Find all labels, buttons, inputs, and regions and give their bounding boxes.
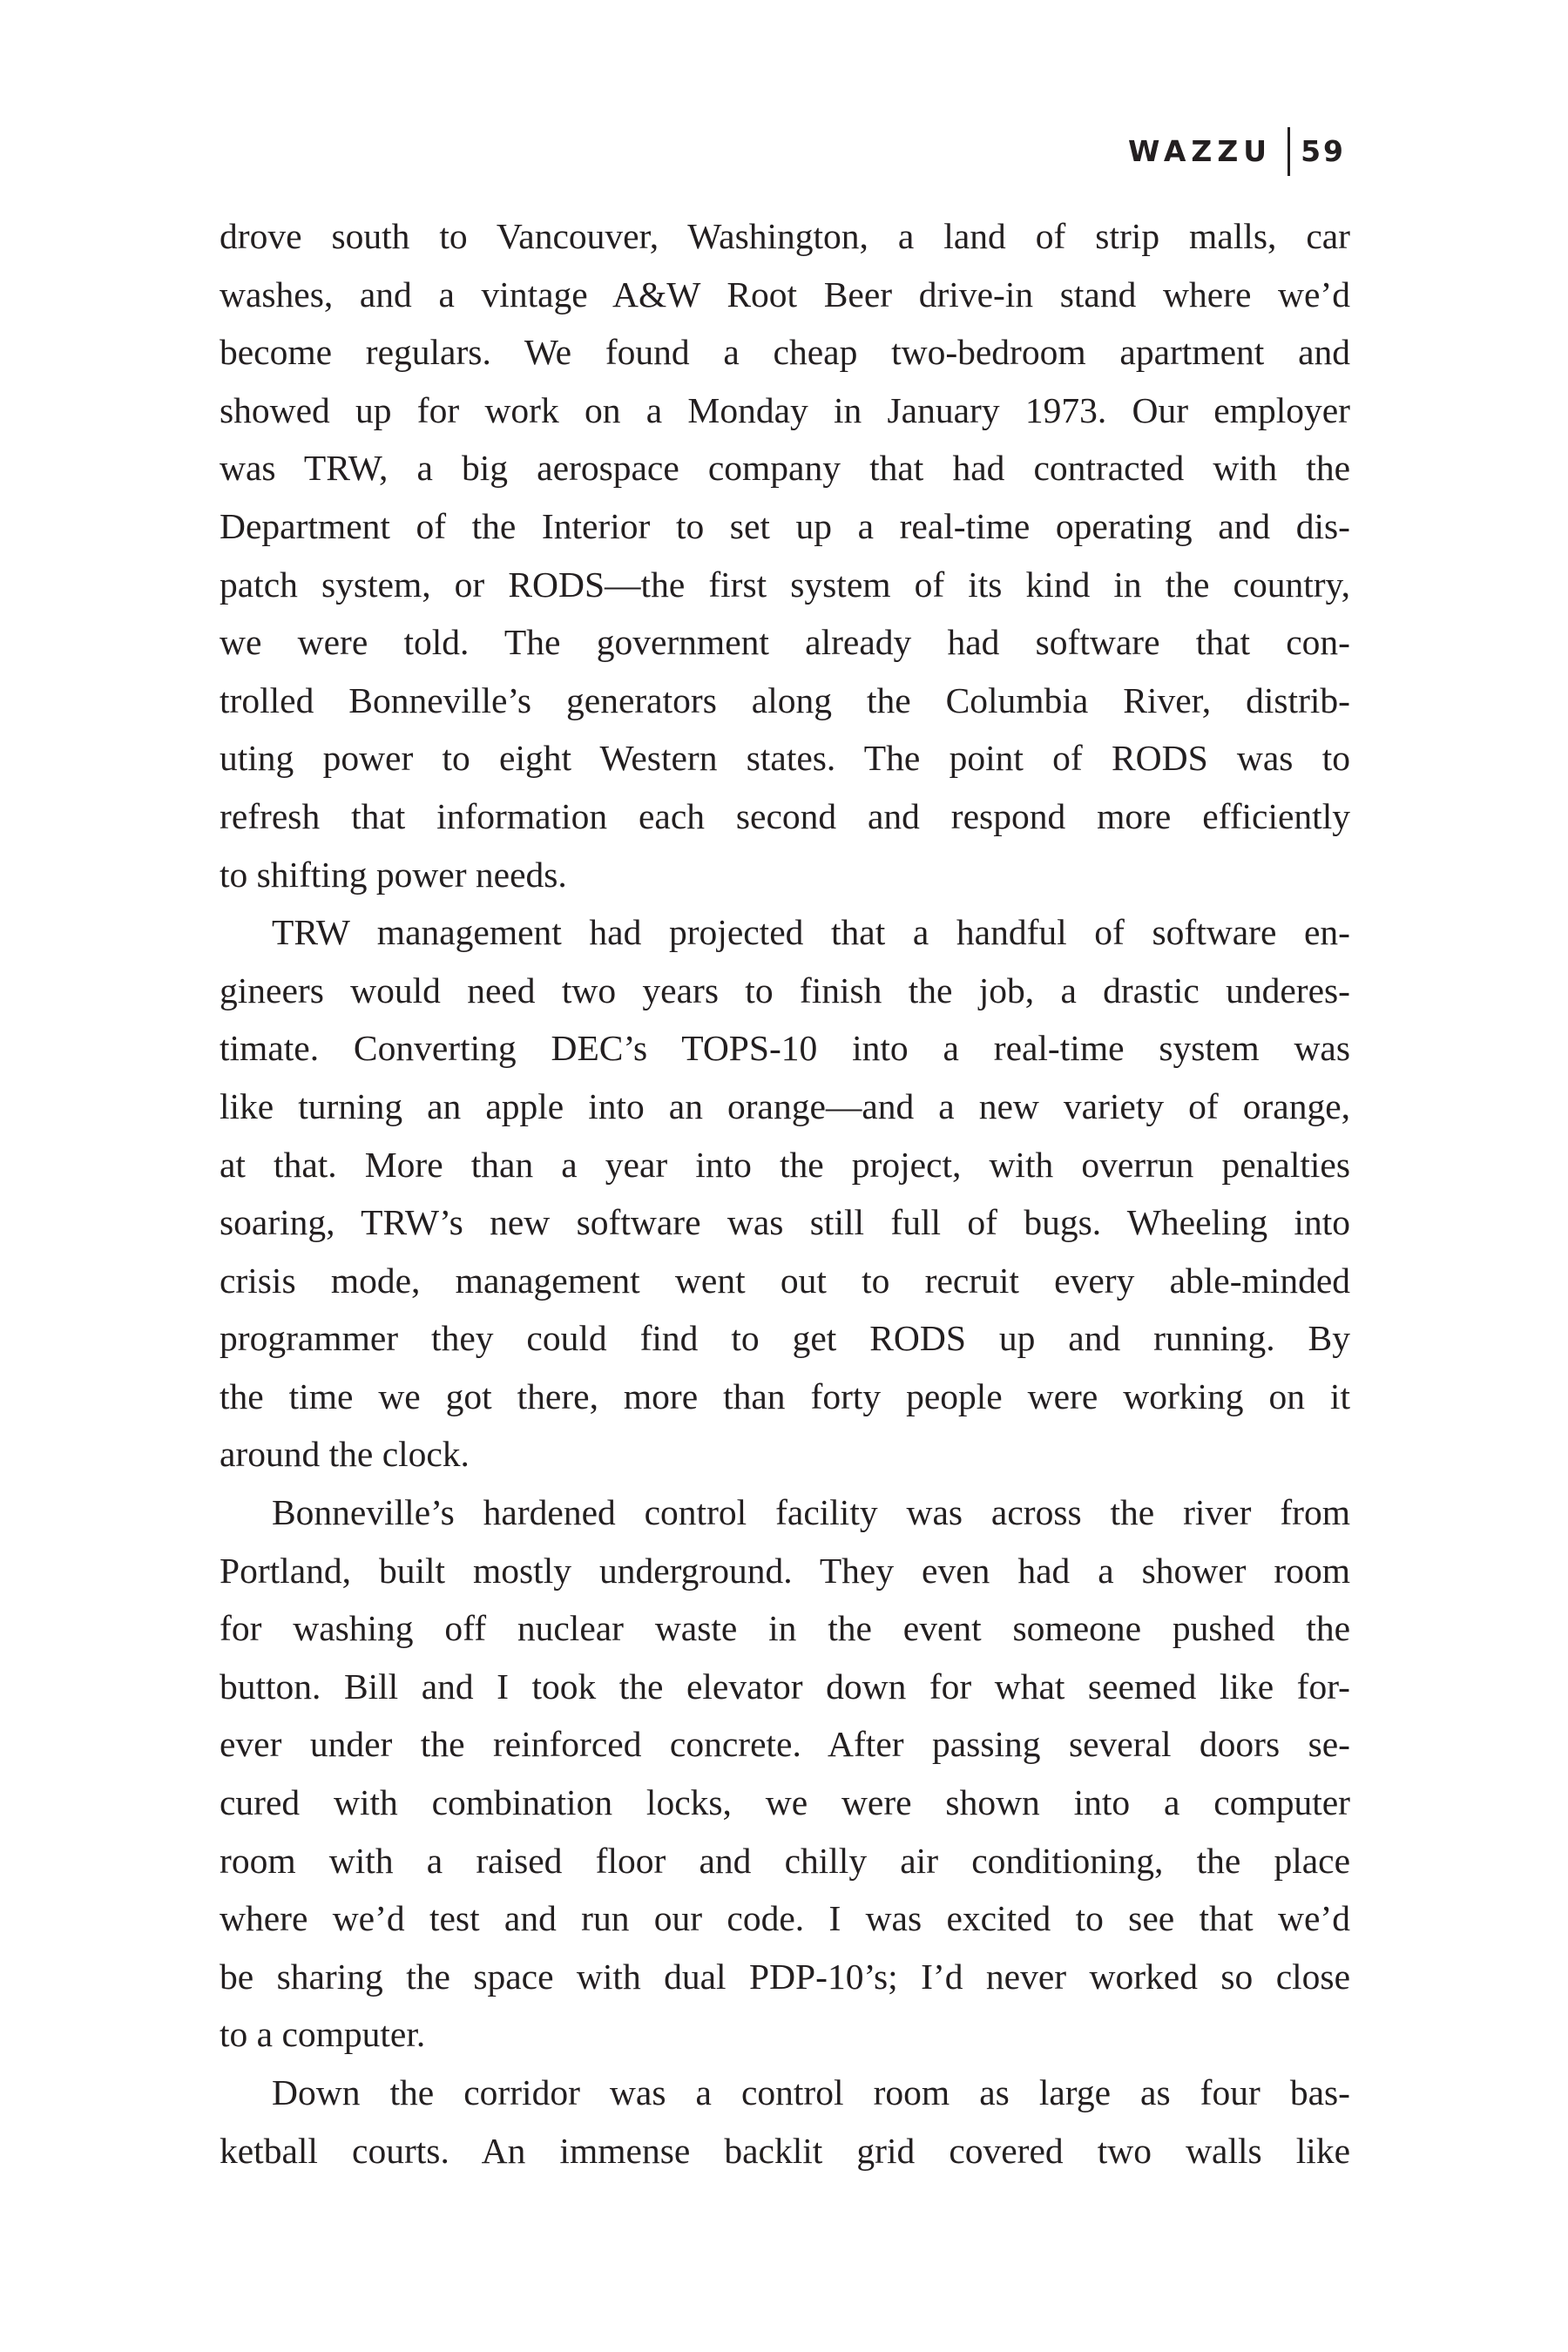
text-line: the time we got there, more than forty people were working on it [220,1375,1350,1416]
header-divider [1288,127,1290,176]
text-line: crisis mode, management went out to recruit every able-minded [220,1260,1350,1301]
text-line: button. Bill and I took the elevator down for what seemed like for- [220,1666,1350,1707]
text-line: to shifting power needs. [220,854,567,895]
text-line: programmer they could find to get RODS up and running. By [220,1318,1350,1359]
text-line: Down the corridor was a control room as large as four bas- [272,2072,1350,2112]
text-line: for washing off nuclear waste in the event someone pushed the [220,1608,1350,1649]
paragraph [220,2064,1350,2180]
text-line: where we’d test and run our code. I was excited to see that we’d [220,1898,1350,1939]
text-line: washes, and a vintage A&W Root Beer drive-in stand where we’d [220,274,1350,314]
text-line: around the clock. [220,1434,470,1475]
text-line: was TRW, a big aerospace company that had contracted with the [220,448,1350,489]
text-line: Bonneville’s hardened control facility was across the river from [272,1492,1350,1533]
text-line: to a computer. [220,2014,426,2055]
paragraph [220,207,1350,903]
text-line: like turning an apple into an orange—and a new variety of orange, [220,1085,1350,1126]
text-line: Department of the Interior to set up a real-time operating and dis- [220,505,1350,546]
text-line: drove south to Vancouver, Washington, a land of strip malls, car [220,216,1350,256]
text-line: ketball courts. An immense backlit grid covered two walls like [220,2130,1350,2171]
paragraph [220,1484,1350,2064]
running-head [1128,127,1346,176]
paragraph [220,903,1350,1484]
running-title: WAZZU [1127,134,1273,168]
text-line: soaring, TRW’s new software was still full of bugs. Wheeling into [220,1202,1350,1243]
text-line: cured with combination locks, we were shown into a computer [220,1782,1350,1823]
text-line: TRW management had projected that a handful of software en- [272,912,1350,953]
text-line: be sharing the space with dual PDP-10’s; I’d never worked so close [220,1956,1350,1997]
text-line: ever under the reinforced concrete. After passing several doors se- [220,1724,1350,1765]
body-text [220,207,1350,2180]
text-line: trolled Bonneville’s generators along the Columbia River, distrib- [220,679,1350,720]
text-line: showed up for work on a Monday in January 1973. Our employer [220,389,1350,430]
text-line: refresh that information each second and respond more efficiently [220,795,1350,836]
text-line: we were told. The government already had software that con- [220,622,1350,663]
text-line: timate. Converting DEC’s TOPS-10 into a real-time system was [220,1028,1350,1069]
text-line: room with a raised floor and chilly air conditioning, the place [220,1840,1350,1881]
text-line: patch system, or RODS—the first system of its kind in the country, [220,564,1350,605]
text-line: Portland, built mostly underground. They even had a shower room [220,1550,1350,1591]
text-line: at that. More than a year into the project, with overrun penalties [220,1144,1350,1185]
text-line: uting power to eight Western states. The point of RODS was to [220,738,1350,779]
text-line: become regulars. We found a cheap two-bedroom apartment and [220,332,1350,373]
page-number: 59 [1301,134,1346,168]
text-line: gineers would need two years to finish the job, a drastic underes- [220,970,1350,1010]
